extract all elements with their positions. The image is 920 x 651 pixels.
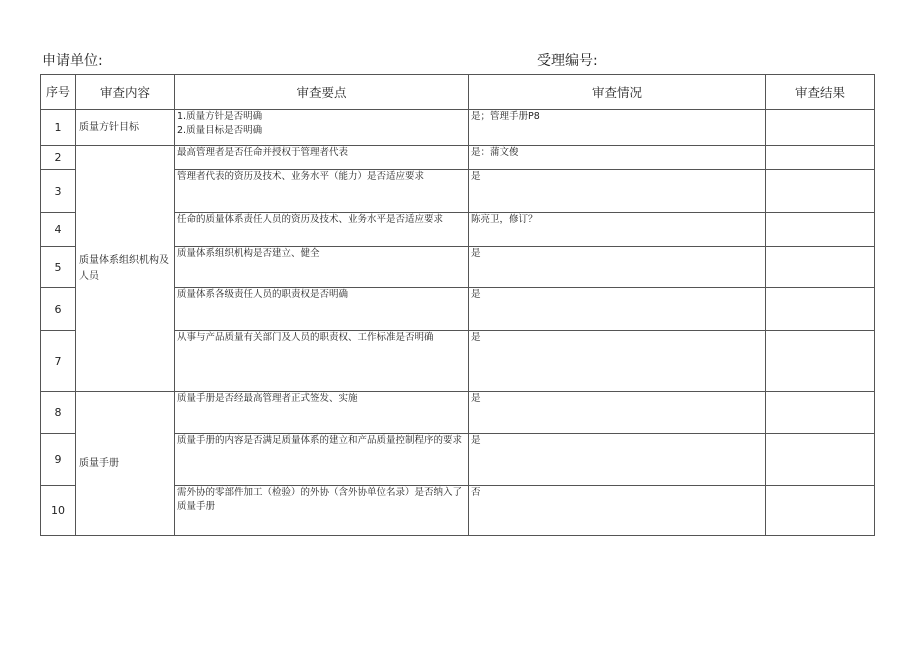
review-status: 是 xyxy=(469,247,766,288)
row-number: 7 xyxy=(41,331,76,392)
review-result xyxy=(766,146,875,170)
row-number: 1 xyxy=(41,110,76,146)
review-point: 质量手册的内容是否满足质量体系的建立和产品质量控制程序的要求 xyxy=(175,434,469,486)
review-table xyxy=(40,74,875,536)
review-result xyxy=(766,170,875,213)
review-result xyxy=(766,434,875,486)
row-number: 5 xyxy=(41,247,76,288)
review-status: 是 xyxy=(469,392,766,434)
review-status: 否 xyxy=(469,486,766,536)
row-number: 2 xyxy=(41,146,76,170)
review-result xyxy=(766,110,875,146)
review-result xyxy=(766,486,875,536)
review-point-line: 1.质量方针是否明确 xyxy=(177,111,263,122)
row-number: 9 xyxy=(41,434,76,486)
row-number: 4 xyxy=(41,213,76,247)
review-status: 是 xyxy=(469,288,766,331)
table-row xyxy=(41,146,875,170)
row-number: 8 xyxy=(41,392,76,434)
group-label: 质量体系组织机构及人员 xyxy=(76,146,175,392)
col-header-result: 审查结果 xyxy=(766,75,875,110)
review-point: 质量体系组织机构是否建立、健全 xyxy=(175,247,469,288)
review-result xyxy=(766,392,875,434)
review-status: 是：蒲文俊 xyxy=(469,146,766,170)
table-header-row xyxy=(41,75,875,110)
review-point: 从事与产品质量有关部门及人员的职责权、工作标准是否明确 xyxy=(175,331,469,392)
review-point: 管理者代表的资历及技术、业务水平（能力）是否适应要求 xyxy=(175,170,469,213)
review-result xyxy=(766,288,875,331)
review-point: 质量体系各级责任人员的职责权是否明确 xyxy=(175,288,469,331)
review-status: 是；管理手册P8 xyxy=(469,110,766,146)
review-point: 任命的质量体系责任人员的资历及技术、业务水平是否适应要求 xyxy=(175,213,469,247)
review-result xyxy=(766,331,875,392)
review-status: 是 xyxy=(469,434,766,486)
row-number: 10 xyxy=(41,486,76,536)
acceptance-number-label: 受理编号: xyxy=(537,53,598,69)
applicant-label: 申请单位: xyxy=(42,53,103,69)
col-header-content: 审查内容 xyxy=(76,75,175,110)
col-header-status: 审查情况 xyxy=(469,75,766,110)
table-row xyxy=(41,392,875,434)
review-status: 是 xyxy=(469,331,766,392)
review-result xyxy=(766,247,875,288)
group-label: 质量手册 xyxy=(76,392,175,536)
table-row xyxy=(41,110,875,146)
review-result xyxy=(766,213,875,247)
review-point: 需外协的零部件加工（检验）的外协（含外协单位名录）是否纳入了质量手册 xyxy=(175,486,469,536)
group-label: 质量方针目标 xyxy=(76,110,175,146)
row-number: 3 xyxy=(41,170,76,213)
review-status: 陈亮卫，修订？ xyxy=(469,213,766,247)
col-header-seq: 序号 xyxy=(41,75,76,110)
review-status: 是 xyxy=(469,170,766,213)
review-point: 最高管理者是否任命并授权于管理者代表 xyxy=(175,146,469,170)
review-point xyxy=(175,110,469,146)
review-point: 质量手册是否经最高管理者正式签发、实施 xyxy=(175,392,469,434)
col-header-points: 审查要点 xyxy=(175,75,469,110)
row-number: 6 xyxy=(41,288,76,331)
review-point-line: 2.质量目标是否明确 xyxy=(177,125,263,136)
